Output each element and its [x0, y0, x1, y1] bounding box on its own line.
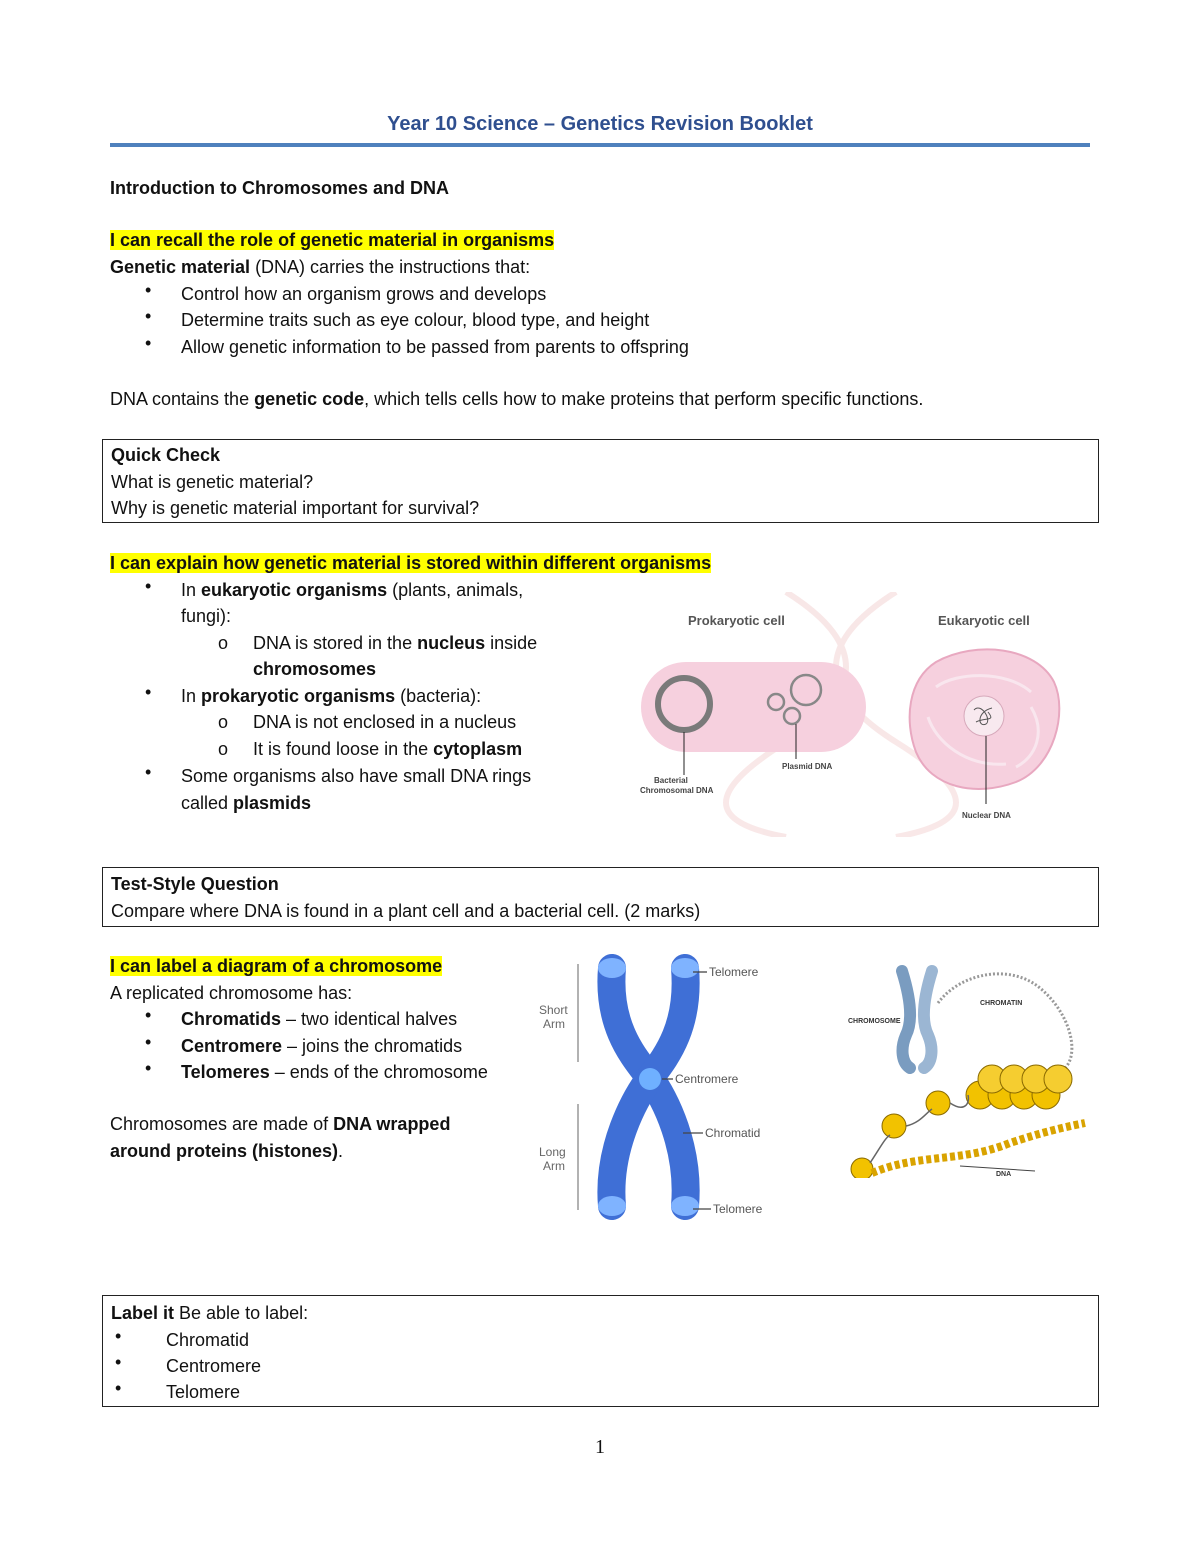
bullet-dot: • — [115, 1378, 122, 1398]
lo1-bullet-3: Allow genetic information to be passed from parents to offspring — [181, 337, 689, 357]
nucleosome — [851, 1158, 873, 1178]
quick-check-q1: What is genetic material? — [111, 472, 314, 492]
bullet-dot: • — [115, 1326, 122, 1346]
long-arm-label: Arm — [543, 1159, 565, 1173]
telomere — [671, 958, 699, 978]
lo1-bullet-2: Determine traits such as eye colour, blood type, and height — [181, 310, 650, 330]
telomere — [598, 958, 626, 978]
eukaryotic-cell-label: Eukaryotic cell — [938, 613, 1030, 628]
sub-marker: o — [218, 633, 229, 653]
bullet-dot: • — [145, 762, 152, 782]
label-it-item-1: Chromatid — [166, 1330, 250, 1350]
prokaryotic-cell — [641, 662, 866, 752]
chromosome-diagram — [535, 948, 780, 1223]
page-title: Year 10 Science – Genetics Revision Booklet — [387, 113, 813, 135]
quick-check-q2: Why is genetic material important for survival? — [111, 498, 480, 518]
section-heading: Introduction to Chromosomes and DNA — [110, 178, 449, 198]
chromatid-label: Chromatid — [705, 1126, 761, 1140]
label-it-item-3: Telomere — [166, 1382, 241, 1402]
lo2-bullet-1-cont: fungi): — [181, 606, 232, 626]
nucleosome — [1044, 1065, 1072, 1093]
chromatin-label: CHROMATIN — [980, 1000, 1023, 1007]
bacterial-dna-label: Chromosomal DNA — [640, 786, 714, 795]
bullet-dot: • — [145, 576, 152, 596]
chromosome-shape — [924, 971, 932, 1068]
lo1-paragraph: DNA contains the genetic code, which tells cells how to make proteins that perform specific functions. — [110, 389, 924, 409]
lo2-bullet-3: Some organisms also have small DNA rings — [181, 766, 532, 786]
sub-marker: o — [218, 712, 229, 732]
lo2-bullet-1: In eukaryotic organisms (plants, animals, — [181, 580, 524, 600]
chromatin-diagram — [840, 963, 1095, 1178]
bullet-dot: • — [145, 1005, 152, 1025]
label-it-item-2: Centromere — [166, 1356, 262, 1376]
label-it-heading: Label it Be able to label: — [111, 1303, 309, 1323]
lo3-heading: I can label a diagram of a chromosome — [110, 956, 443, 976]
test-question-title: Test-Style Question — [111, 874, 279, 894]
bullet-dot: • — [115, 1352, 122, 1372]
chromosome-label: CHROMOSOME — [848, 1018, 901, 1025]
lo2-heading: I can explain how genetic material is stored within different organisms — [110, 553, 712, 573]
long-arm-label: Long — [539, 1145, 566, 1159]
chromatin-coil — [938, 974, 1072, 1068]
test-question-text: Compare where DNA is found in a plant cell and a bacterial cell. (2 marks) — [111, 901, 701, 921]
sub-marker: o — [218, 739, 229, 759]
lo2-bullet-3-cont: called plasmids — [181, 793, 312, 813]
cell-comparison-figure — [636, 592, 1066, 837]
bullet-dot: • — [145, 1058, 152, 1078]
bullet-dot: • — [145, 682, 152, 702]
bullet-dot: • — [145, 280, 152, 300]
lo2-bullet-2: In prokaryotic organisms (bacteria): — [181, 686, 482, 706]
bacterial-dna-label: Bacterial — [654, 776, 688, 785]
quick-check-title: Quick Check — [111, 445, 221, 465]
telomere-label-bottom: Telomere — [713, 1202, 763, 1216]
short-arm-label: Arm — [543, 1017, 565, 1031]
test-question-box — [102, 867, 1099, 927]
lo2-sub-3: It is found loose in the cytoplasm — [253, 739, 523, 759]
lo1-bullet-1: Control how an organism grows and develops — [181, 284, 547, 304]
nuclear-dna-label: Nuclear DNA — [962, 811, 1011, 820]
nucleosome-fiber — [851, 1065, 1072, 1178]
bullet-dot: • — [145, 1032, 152, 1052]
lo3-paragraph-line2: around proteins (histones). — [110, 1141, 344, 1161]
telomere — [671, 1196, 699, 1216]
bullet-dot: • — [145, 333, 152, 353]
prokaryotic-cell-label: Prokaryotic cell — [688, 613, 785, 628]
lo3-intro: A replicated chromosome has: — [110, 983, 353, 1003]
lo2-sub-2: DNA is not enclosed in a nucleus — [253, 712, 517, 732]
lo3-item-3: Telomeres – ends of the chromosome — [181, 1062, 488, 1082]
lo3-item-1: Chromatids – two identical halves — [181, 1009, 458, 1029]
lo2-sub-1: DNA is stored in the nucleus inside — [253, 633, 538, 653]
dna-label: DNA — [996, 1171, 1012, 1178]
lo1-intro: Genetic material (DNA) carries the instructions that: — [110, 257, 531, 277]
label-it-box — [102, 1295, 1099, 1407]
page-number: 1 — [595, 1436, 605, 1458]
lo2-sub-1-cont: chromosomes — [253, 659, 377, 679]
bullet-dot: • — [145, 306, 152, 326]
nucleus — [964, 696, 1004, 736]
short-arm-label: Short — [539, 1003, 568, 1017]
plasmid-dna-label: Plasmid DNA — [782, 762, 833, 771]
lo3-paragraph-line1: Chromosomes are made of DNA wrapped — [110, 1114, 451, 1134]
centromere-label: Centromere — [675, 1072, 739, 1086]
quick-check-box — [102, 439, 1099, 523]
title-divider — [110, 143, 1090, 147]
telomere-label-top: Telomere — [709, 965, 759, 979]
nucleosome — [882, 1114, 906, 1138]
centromere — [639, 1068, 661, 1090]
lo3-item-2: Centromere – joins the chromatids — [181, 1036, 463, 1056]
telomere — [598, 1196, 626, 1216]
chromosome-shape — [902, 971, 910, 1068]
lo1-heading: I can recall the role of genetic material in organisms — [110, 230, 555, 250]
